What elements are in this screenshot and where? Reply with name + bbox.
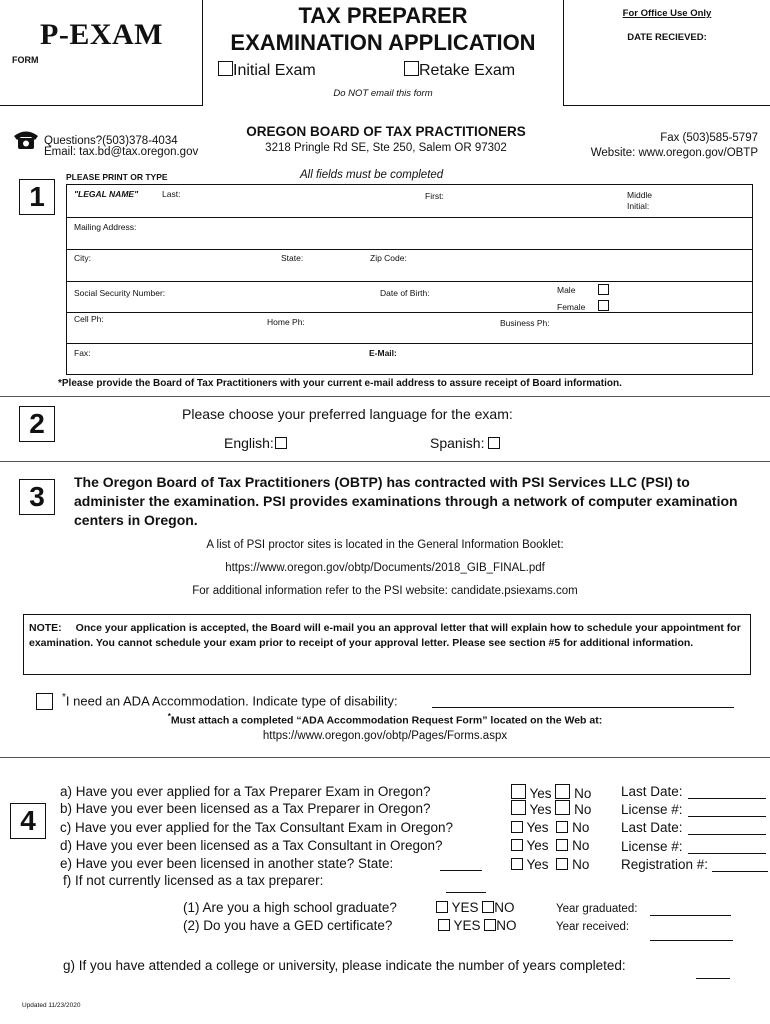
last-date-a <box>621 784 683 799</box>
male-checkbox[interactable] <box>598 284 609 295</box>
middle-label: Middle <box>627 190 653 200</box>
question-g <box>63 958 626 973</box>
updated-date: Updated 11/23/2020 <box>22 1002 81 1009</box>
answer-c <box>511 820 589 835</box>
question-letter: a) <box>60 784 73 799</box>
section-divider <box>0 757 770 758</box>
yes-label: YES <box>453 918 481 933</box>
question-a <box>60 784 430 799</box>
field-label: License #: <box>621 802 683 817</box>
field-label: Registration #: <box>621 857 709 872</box>
city-field[interactable] <box>95 252 275 280</box>
dob-label: Date of Birth: <box>380 288 430 298</box>
business-phone-label: Business Ph: <box>500 318 550 328</box>
question-letter: b) <box>60 801 73 816</box>
note-text: Once your application is accepted, the Board will e-mail you an approval letter that will explain how to schedule your appointment for examination. You cannot schedule your exam prior to receipt of your approval letter. Please see section #5 for additional information. <box>29 622 741 649</box>
question-letter: f) <box>63 873 72 888</box>
yes-label: Yes <box>526 857 549 872</box>
english-option[interactable] <box>224 435 287 451</box>
section-4-number: 4 <box>10 803 46 839</box>
question-letter: c) <box>60 820 72 835</box>
board-name: OREGON BOARD OF TAX PRACTITIONERS <box>246 124 526 139</box>
no-checkbox[interactable] <box>556 839 568 851</box>
last-date-a-field[interactable] <box>688 784 766 799</box>
license-b <box>621 802 683 817</box>
board-website: Website: www.oregon.gov/OBTP <box>590 147 758 159</box>
no-label: NO <box>494 900 515 915</box>
license-b-field[interactable] <box>688 802 766 817</box>
no-checkbox[interactable] <box>556 821 568 833</box>
female-checkbox[interactable] <box>598 300 609 311</box>
initial-exam-option[interactable] <box>218 61 316 80</box>
last-name-label: Last: <box>162 189 181 199</box>
ada-must-attach: Must attach a completed “ADA Accommodation Request Form” located on the Web at: <box>170 714 603 727</box>
question-f2: (2) Do you have a GED certificate? <box>183 918 393 933</box>
question-d <box>60 838 443 853</box>
question-letter: e) <box>60 856 73 871</box>
year-received-label: Year received: <box>556 921 630 933</box>
city-label: City: <box>74 253 91 263</box>
psi-website-note: For additional information refer to the PSI website: candidate.psiexams.com <box>192 585 578 597</box>
initial-label: Initial: <box>627 201 650 211</box>
no-checkbox[interactable] <box>555 800 570 815</box>
year-graduated-field[interactable] <box>650 901 731 916</box>
license-d <box>621 839 683 854</box>
field-label: Last Date: <box>621 820 683 835</box>
home-phone-field[interactable] <box>315 315 495 342</box>
cell-phone-label: Cell Ph: <box>74 314 104 324</box>
question-f <box>63 873 323 888</box>
language-prompt: Please choose your preferred language for the exam: <box>182 406 513 422</box>
license-d-field[interactable] <box>688 839 766 854</box>
ada-asterisk: * <box>62 692 66 703</box>
questions-phone: Questions?(503)378-4034 <box>44 135 178 147</box>
header-title-box <box>203 0 563 106</box>
answer-b <box>511 800 591 817</box>
psi-list-note: A list of PSI proctor sites is located in the General Information Booklet: <box>206 539 564 551</box>
zip-label: Zip Code: <box>370 253 407 263</box>
phone-icon <box>11 128 41 150</box>
ada-forms-url[interactable]: https://www.oregon.gov/obtp/Pages/Forms.aspx <box>262 730 508 742</box>
f1-no-checkbox[interactable] <box>482 901 494 913</box>
zip-field[interactable] <box>412 252 612 280</box>
cell-phone-field[interactable] <box>110 315 260 342</box>
date-received-label: DATE RECIEVED: <box>627 32 707 43</box>
dob-field[interactable] <box>440 284 550 311</box>
answer-d <box>511 838 589 853</box>
yes-label: Yes <box>526 820 549 835</box>
f-separator-line <box>446 879 486 893</box>
question-text: If you have attended a college or university, please indicate the number of years completed: <box>78 958 626 973</box>
initial-exam-label: Initial Exam <box>233 62 316 79</box>
registration-e-field[interactable] <box>712 857 768 872</box>
yes-label: YES <box>451 900 479 915</box>
legal-name-label: "LEGAL NAME" <box>74 189 139 199</box>
other-state-field[interactable] <box>440 856 482 871</box>
college-years-field[interactable] <box>696 963 730 979</box>
form-prefix: FORM <box>12 55 39 65</box>
female-label: Female <box>557 302 586 312</box>
spanish-checkbox[interactable] <box>488 437 500 449</box>
f2-no-checkbox[interactable] <box>484 919 496 931</box>
male-label: Male <box>557 285 576 295</box>
ada-asterisk-2: * <box>167 712 171 721</box>
english-checkbox[interactable] <box>275 437 287 449</box>
question-text: Have you ever been licensed as a Tax Consultant in Oregon? <box>75 838 443 853</box>
yes-label: Yes <box>526 838 549 853</box>
board-fax: Fax (503)585-5797 <box>660 132 758 144</box>
header-form-box <box>0 0 203 106</box>
yes-checkbox[interactable] <box>511 858 523 870</box>
question-b <box>60 801 431 816</box>
business-phone-field[interactable] <box>560 315 750 342</box>
office-use-label: For Office Use Only <box>622 8 712 19</box>
mailing-address-field[interactable] <box>145 220 745 248</box>
retake-exam-label: Retake Exam <box>419 62 516 79</box>
first-name-field[interactable] <box>450 187 620 215</box>
year-graduated-label: Year graduated: <box>556 903 638 915</box>
section-divider <box>0 396 770 397</box>
no-email-note: Do NOT email this form <box>333 88 433 99</box>
psi-intro: The Oregon Board of Tax Practitioners (OBTP) has contracted with PSI Services LLC (PSI) to administer the examination. PSI provides examinations through a network of computer examination centers in Oregon. <box>74 474 738 528</box>
form-title-line2: EXAMINATION APPLICATION <box>230 30 536 55</box>
answer-e <box>511 857 589 872</box>
f2-answers <box>438 918 517 933</box>
email-label: E-Mail: <box>369 348 397 358</box>
last-date-c <box>621 820 683 835</box>
first-name-label: First: <box>425 191 444 201</box>
f1-answers <box>436 900 515 915</box>
ssn-field[interactable] <box>180 284 370 311</box>
question-c <box>60 820 453 835</box>
yes-checkbox[interactable] <box>511 839 523 851</box>
section-divider <box>0 461 770 462</box>
mailing-address-label: Mailing Address: <box>74 222 137 232</box>
section-1-number: 1 <box>19 179 55 215</box>
form-code: P-EXAM <box>40 18 163 51</box>
no-label: NO <box>496 918 517 933</box>
print-note: PLEASE PRINT OR TYPE <box>66 172 168 182</box>
state-field[interactable] <box>307 252 362 280</box>
question-text: Have you ever been licensed as a Tax Preparer in Oregon? <box>75 801 431 816</box>
spanish-label: Spanish: <box>430 435 485 451</box>
ada-label: I need an ADA Accommodation. Indicate type of disability: <box>65 693 398 709</box>
last-date-c-field[interactable] <box>688 820 766 835</box>
email-field[interactable] <box>405 346 745 373</box>
no-label: No <box>574 786 592 801</box>
f1-yes-checkbox[interactable] <box>436 901 448 913</box>
yes-checkbox[interactable] <box>511 800 526 815</box>
no-label: No <box>572 857 590 872</box>
question-f1: (1) Are you a high school graduate? <box>183 900 397 915</box>
ada-disability-field[interactable] <box>432 694 734 708</box>
note-label: NOTE: <box>29 622 62 634</box>
yes-label: Yes <box>529 786 552 801</box>
ssn-label: Social Security Number: <box>74 288 166 298</box>
yes-checkbox[interactable] <box>511 821 523 833</box>
state-label: State: <box>281 253 304 263</box>
spanish-option[interactable] <box>430 435 500 451</box>
registration-e <box>621 857 708 872</box>
office-use-box <box>563 0 770 106</box>
last-name-field[interactable] <box>190 187 410 215</box>
section-3-number: 3 <box>19 479 55 515</box>
answer-a <box>511 784 591 801</box>
home-phone-label: Home Ph: <box>267 317 305 327</box>
no-label: No <box>574 802 592 817</box>
no-checkbox[interactable] <box>556 858 568 870</box>
required-note: All fields must be completed <box>300 169 444 181</box>
no-checkbox[interactable] <box>555 784 570 799</box>
no-label: No <box>572 838 590 853</box>
question-text: Have you ever applied for a Tax Preparer Exam in Oregon? <box>75 784 431 799</box>
retake-exam-checkbox[interactable] <box>404 61 419 76</box>
year-received-field[interactable] <box>650 926 733 941</box>
f2-yes-checkbox[interactable] <box>438 919 450 931</box>
retake-exam-option[interactable] <box>404 61 515 80</box>
contact-email: Email: tax.bd@tax.oregon.gov <box>44 146 199 158</box>
form-title-line1: TAX PREPARER <box>298 3 468 28</box>
question-text: Have you ever applied for the Tax Consultant Exam in Oregon? <box>75 820 453 835</box>
english-label: English: <box>224 435 274 451</box>
initial-exam-checkbox[interactable] <box>218 61 233 76</box>
field-label: Last Date: <box>621 784 683 799</box>
booklet-url[interactable]: https://www.oregon.gov/obtp/Documents/2018_GIB_FINAL.pdf <box>225 562 545 574</box>
ada-checkbox[interactable] <box>36 693 53 710</box>
board-address: 3218 Pringle Rd SE, Ste 250, Salem OR 97302 <box>265 142 507 154</box>
email-notice: *Please provide the Board of Tax Practitioners with your current e-mail address to assure receipt of Board information. <box>58 378 622 389</box>
question-letter: g) <box>63 958 76 973</box>
fax-field[interactable] <box>95 346 355 373</box>
section-2-number: 2 <box>19 406 55 442</box>
question-text: Have you ever been licensed in another state? State: <box>75 856 394 871</box>
no-label: No <box>572 820 590 835</box>
question-letter: d) <box>60 838 73 853</box>
field-label: License #: <box>621 839 683 854</box>
fax-label: Fax: <box>74 348 91 358</box>
yes-checkbox[interactable] <box>511 784 526 799</box>
yes-label: Yes <box>529 802 552 817</box>
question-text: If not currently licensed as a tax preparer: <box>75 873 324 888</box>
question-e <box>60 856 393 871</box>
approval-note-box <box>23 614 751 675</box>
